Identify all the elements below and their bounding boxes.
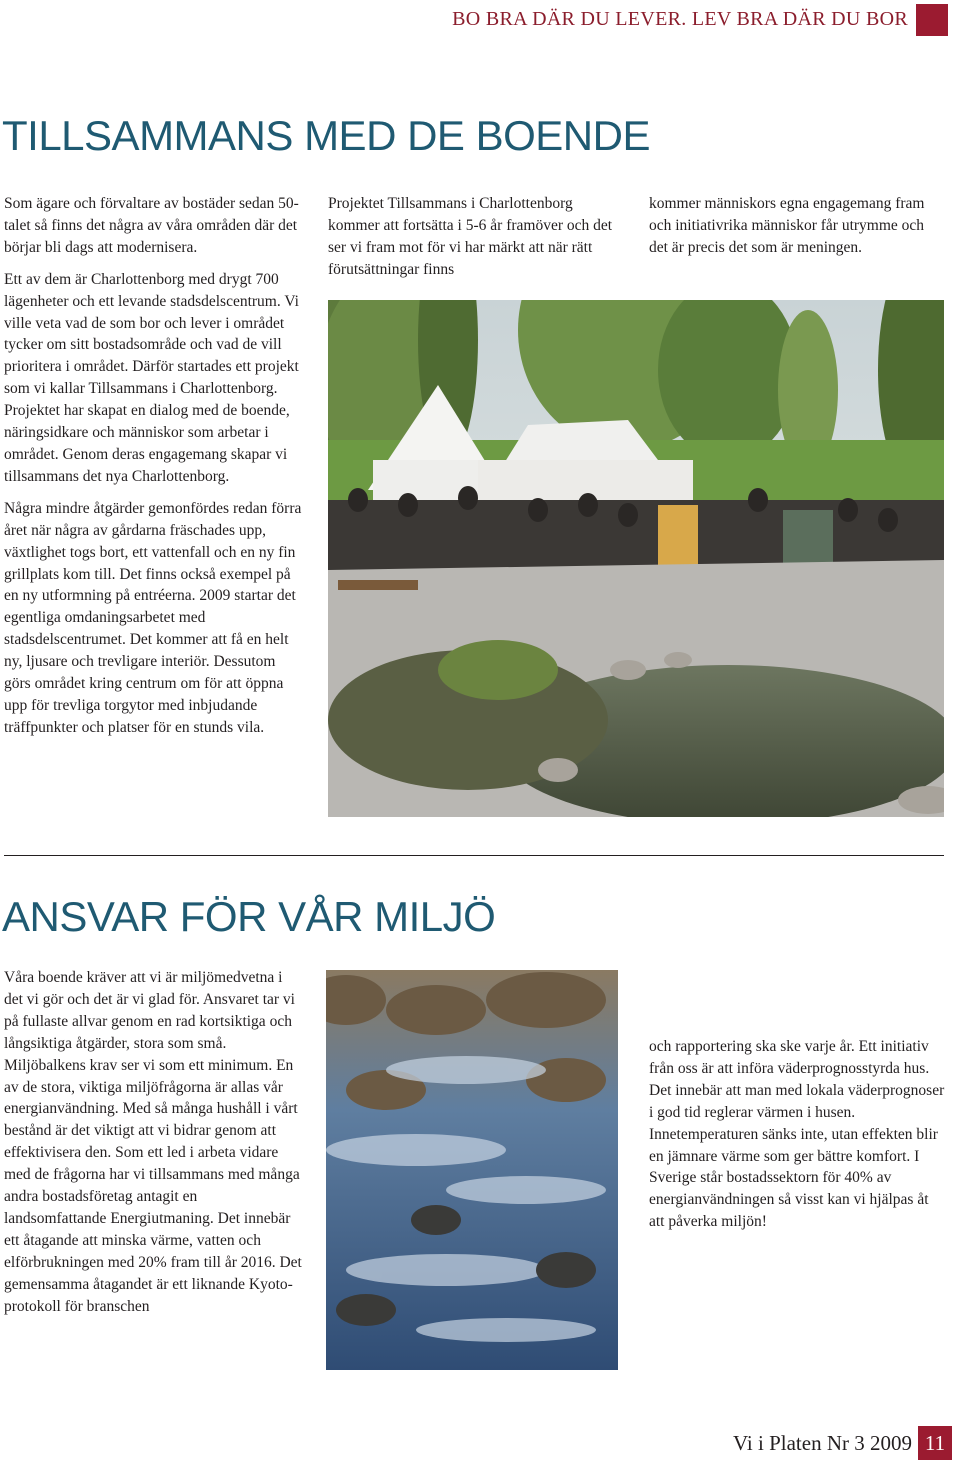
header-accent-square: [916, 4, 948, 36]
section-title-tillsammans: TILLSAMMANS MED DE BOENDE: [2, 112, 650, 159]
publication-label: Vi i Platen Nr 3 2009: [733, 1431, 912, 1455]
section2-paragraph-1: Våra boende kräver att vi är miljömedvetna i det vi gör och det är vi glad för. Ansvaret tar vi på fullaste allvar genom en rad kortsiktiga och långsiktiga åtgärder, stora som små. Miljöbalkens krav ser vi som ett minimum. En av de stora, viktiga miljöfrågorna är allas vår energianvändning. Med så många hushåll i vårt bestånd är det viktigt att vi bidrar genom att effektivisera den. Som ett led i arbeta vidare med de frågorna har vi tillsammans med många andra bostadsföretag antagit en landsomfattande Energiutmaning. Det innebär ett åtagande att minska värme, vatten och elförbrukningen med 20% fram till år 2016. Det gemensamma åtagandet är ett liknande Kyoto-protokoll för branschen: [4, 969, 302, 1315]
event-photo: [328, 300, 944, 817]
section2-column-3: [649, 1036, 945, 1233]
page-number: 11: [918, 1426, 952, 1460]
section1-column-3: [649, 193, 945, 259]
section1-paragraph-1: Som ägare och förvaltare av bostäder sedan 50-talet så finns det några av våra områden där det börjar bli dags att modernisera.: [4, 195, 299, 256]
section1-paragraph-3: Några mindre åtgärder gemonfördes redan förra året när några av gårdarna fräschades upp, växtlighet togs bort, ett vattenfall och en ny fin grillplats kom till. Det finns också exempel på en ny utformning på entréerna. 2009 startar det egentliga omdaningsarbetet med stadsdelscentrumet. Det kommer att få en helt ny, ljusare och trevligare interiör. Dessutom görs området kring centrum om för att öppna upp för trevliga torgytor med inbjudande träffpunkter och platser för en stunds vila.: [4, 499, 302, 736]
section2-column-1: [4, 967, 302, 1318]
section-title-miljo: ANSVAR FÖR VÅR MILJÖ: [2, 893, 496, 940]
section2-paragraph-col3: och rapportering ska ske varje år. Ett initiativ från oss är att införa väderprognosstyrda hus. Det innebär att man med lokala väderprognoser i god tid reglerar värmen i husen. Innetemperaturen sänks inte, utan effekten blir en jämnare värme som ger bättre komfort. I Sverige står bostadssektorn för 40% av energianvändningen så visst kan vi hjälpas åt att påverka miljön!: [649, 1038, 945, 1231]
section1-column-2: [328, 193, 628, 281]
section1-paragraph-col3: kommer människors egna engagemang fram och initiativrika människor får utrymme och det är precis det som är meningen.: [649, 195, 925, 256]
section-divider: [4, 855, 944, 856]
section1-paragraph-2: Ett av dem är Charlottenborg med drygt 700 lägenheter och ett levande stadsdelscentrum. Vi ville veta vad de som bor och lever i området tycker om sitt bostadsområde och vad de vill prioritera i området. Därför startades ett projekt som vi kallar Tillsammans i Charlottenborg. Projektet har skapat en dialog med de boende, näringsidkare och människor som arbetar i området. Genom deras engagemang skapar vi tillsammans det nya Charlottenborg.: [4, 270, 299, 485]
section1-column-1: [4, 193, 304, 739]
section1-paragraph-col2: Projektet Tillsammans i Charlottenborg kommer att fortsätta i 5-6 år framöver och det ser vi fram mot för vi har märkt att när rätt förutsättningar finns: [328, 195, 613, 278]
water-stones-photo: [326, 970, 618, 1370]
running-header: BO BRA DÄR DU LEVER. LEV BRA DÄR DU BOR: [452, 8, 908, 30]
